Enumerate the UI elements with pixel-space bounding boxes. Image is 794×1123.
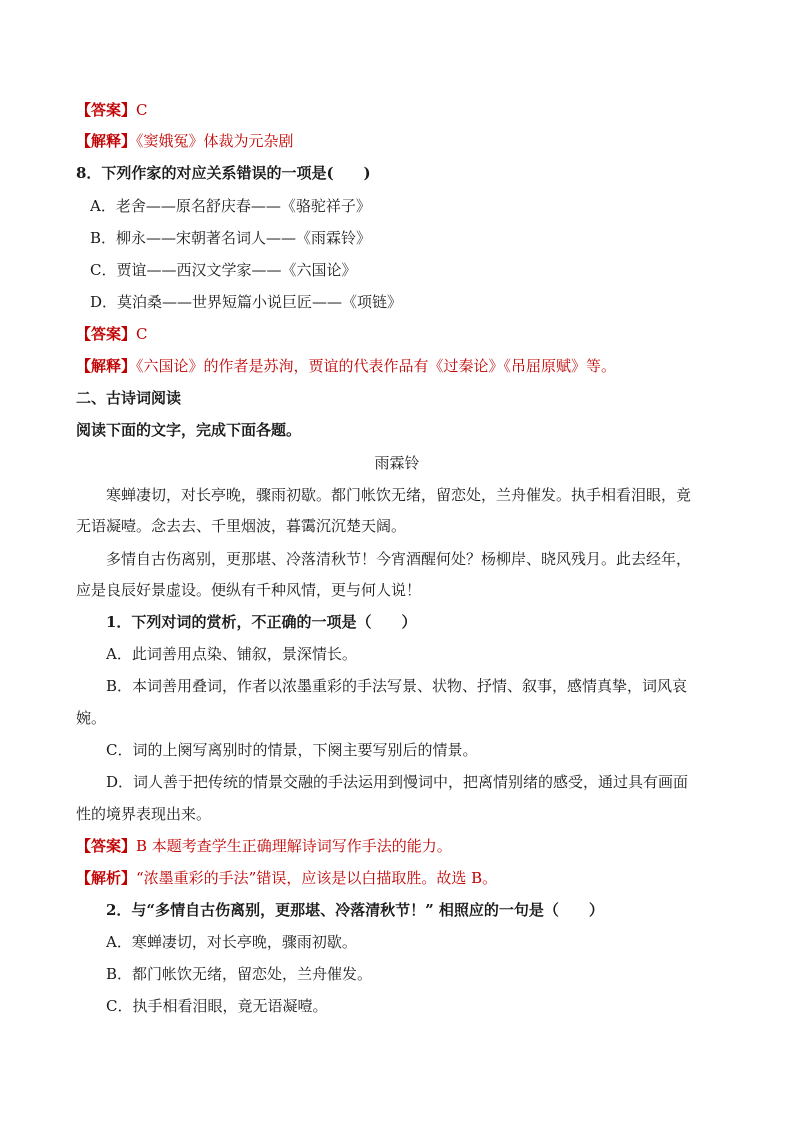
explain-text: “浓墨重彩的手法”错误，应该是以白描取胜。故选 B。 <box>136 869 498 887</box>
poem-line: 多情自古伤离别，更那堪、冷落清秋节！今宵酒醒何处？杨柳岸、晓风残月。此去经年， <box>106 550 692 568</box>
sub1-option-c: C．词的上阕写离别时的情景，下阕主要写别后的情景。 <box>106 741 478 759</box>
answer-label: 【答案】 <box>76 325 137 343</box>
section-instruction: 阅读下面的文字，完成下面各题。 <box>76 421 302 439</box>
q8-stem: 8．下列作家的对应关系错误的一项是( ) <box>76 164 371 182</box>
answer-value: C <box>136 101 148 119</box>
explain-text: 《六国论》的作者是苏洵，贾谊的代表作品有《过秦论》《吊屈原赋》等。 <box>136 357 617 375</box>
sub1-option-d-cont: 性的境界表现出来。 <box>76 805 212 823</box>
q8-explanation <box>76 356 616 376</box>
explain-label: 【解析】 <box>76 869 137 887</box>
q8-option-c: C．贾谊——西汉文学家——《六国论》 <box>90 261 357 279</box>
sub1-option-d: D．词人善于把传统的情景交融的手法运用到慢词中，把离情别绪的感受，通过具有画面 <box>106 773 689 791</box>
q8-option-a: A．老舍——原名舒庆春——《骆驼祥子》 <box>90 197 371 215</box>
sub2-option-c: C．执手相看泪眼，竟无语凝噎。 <box>106 997 328 1015</box>
q8-option-b: B．柳永——宋朝著名词人——《雨霖铃》 <box>90 229 372 247</box>
sub1-explanation <box>76 868 497 888</box>
explain-label: 【解释】 <box>76 357 137 375</box>
answer-label: 【答案】 <box>76 837 137 855</box>
explain-text: 《窦娥冤》体裁为元杂剧 <box>136 132 294 150</box>
poem-line: 无语凝噎。念去去、千里烟波，暮霭沉沉楚天阔。 <box>76 517 407 535</box>
sub2-option-a: A．寒蝉凄切，对长亭晚，骤雨初歇。 <box>106 933 357 951</box>
answer-label: 【答案】 <box>76 101 137 119</box>
poem-title: 雨霖铃 <box>374 454 420 472</box>
q8-option-d: D．莫泊桑——世界短篇小说巨匠——《项链》 <box>90 293 403 311</box>
q8-answer <box>76 324 148 344</box>
sub1-option-b-cont: 婉。 <box>76 709 107 727</box>
section-heading: 二、古诗词阅读 <box>76 389 182 407</box>
answer-value: C <box>136 325 148 343</box>
sub2-option-b: B．都门帐饮无绪，留恋处，兰舟催发。 <box>106 965 373 983</box>
explain-label: 【解释】 <box>76 132 137 150</box>
answer-value: B 本题考查学生正确理解诗词写作手法的能力。 <box>136 837 452 855</box>
q7-explanation <box>76 131 294 151</box>
sub1-answer <box>76 836 452 856</box>
sub1-option-b: B．本词善用叠词，作者以浓墨重彩的手法写景、状物、抒情、叙事，感情真挚，词风哀 <box>106 677 688 695</box>
sub1-stem: 1．下列对词的赏析，不正确的一项是（ ） <box>106 613 417 631</box>
sub2-stem: 2．与“多情自古伤离别，更那堪、冷落清秋节！” 相照应的一句是（ ） <box>106 901 604 919</box>
q7-answer <box>76 100 148 120</box>
poem-line: 应是良辰好景虚设。便纵有千种风情，更与何人说！ <box>76 581 422 599</box>
poem-line: 寒蝉凄切，对长亭晚，骤雨初歇。都门帐饮无绪，留恋处，兰舟催发。执手相看泪眼，竟 <box>106 486 692 504</box>
sub1-option-a: A．此词善用点染、铺叙，景深情长。 <box>106 645 357 663</box>
